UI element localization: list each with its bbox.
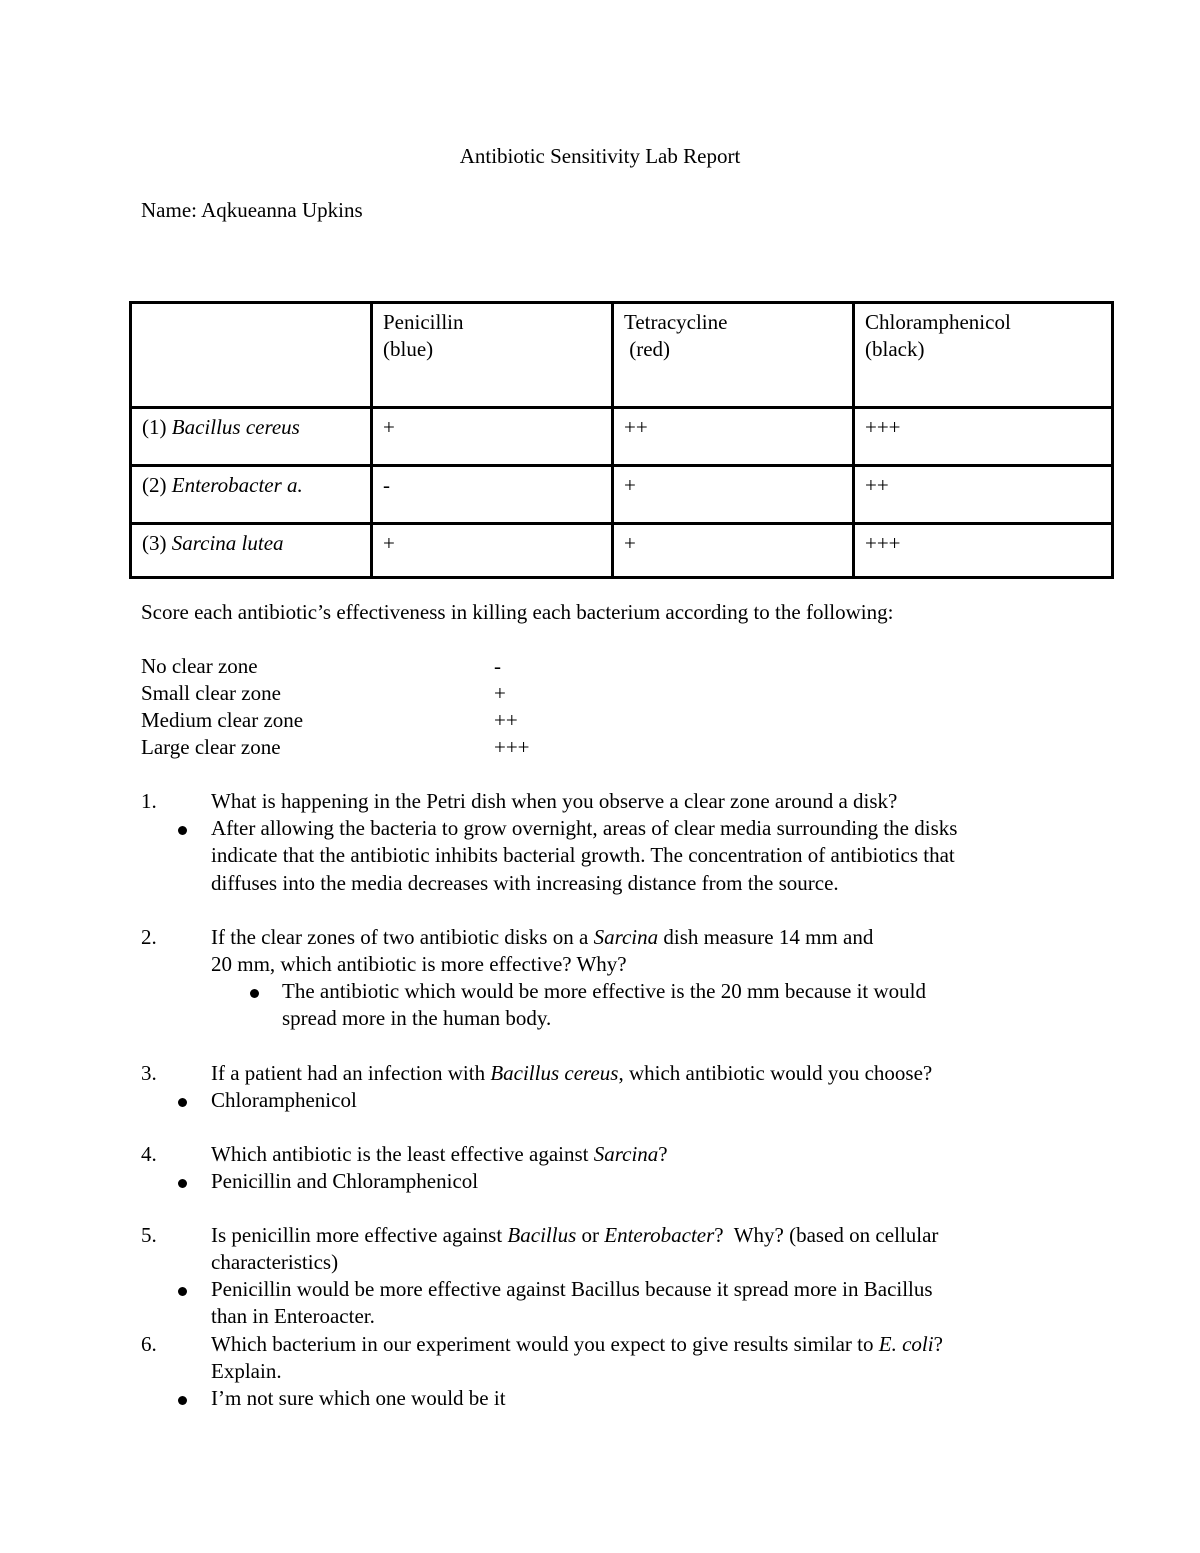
question-text bbox=[211, 1141, 668, 1168]
legend-symbol: ++ bbox=[494, 708, 518, 732]
legend-symbol: + bbox=[494, 681, 506, 705]
answer-text: than in Enteroacter. bbox=[211, 1304, 375, 1328]
organism-name: Bacillus cereus bbox=[171, 415, 300, 439]
answer-text: Penicillin and Chloramphenicol bbox=[211, 1169, 479, 1193]
legend-label: Small clear zone bbox=[141, 681, 281, 705]
bullet-icon bbox=[178, 815, 187, 842]
organism-name: Sarcina bbox=[593, 1142, 659, 1166]
result-cell: - bbox=[372, 466, 613, 524]
question-fragment: , which antibiotic would you choose? bbox=[618, 1061, 933, 1085]
question-fragment: Which bacterium in our experiment would you expect to give results similar to bbox=[211, 1332, 879, 1356]
row-number: (3) bbox=[142, 531, 172, 555]
header-cell-penicillin bbox=[372, 303, 613, 408]
answer-text: Chloramphenicol bbox=[211, 1088, 357, 1112]
organism-name: Sarcina bbox=[593, 925, 659, 949]
organism-name: Bacillus cereus bbox=[490, 1061, 619, 1085]
result-cell: + bbox=[613, 524, 854, 578]
table-header-row bbox=[131, 303, 1113, 408]
question-text bbox=[211, 1060, 932, 1087]
question-text: Explain. bbox=[211, 1359, 282, 1383]
answer-text: After allowing the bacteria to grow overnight, areas of clear media surrounding the disks bbox=[211, 816, 958, 840]
question-text: characteristics) bbox=[211, 1250, 339, 1274]
student-name: Name: Aqkueanna Upkins bbox=[141, 198, 363, 222]
header-label: Tetracycline bbox=[624, 310, 728, 334]
result-cell: ++ bbox=[613, 408, 854, 466]
question-text bbox=[211, 1331, 943, 1358]
answer-text: I’m not sure which one would be it bbox=[211, 1386, 506, 1410]
bullet-icon bbox=[178, 1087, 187, 1114]
results-table bbox=[129, 301, 1114, 579]
bullet-icon bbox=[178, 1168, 187, 1195]
answer-text: spread more in the human body. bbox=[282, 1006, 552, 1030]
result-cell: + bbox=[613, 466, 854, 524]
question-fragment: ? bbox=[933, 1332, 943, 1356]
question-number: 5. bbox=[141, 1223, 157, 1247]
question-number: 3. bbox=[141, 1061, 157, 1085]
organism-name: Sarcina lutea bbox=[171, 531, 284, 555]
question-number: 1. bbox=[141, 789, 157, 813]
question-text bbox=[211, 924, 873, 951]
table-row bbox=[131, 524, 1113, 578]
legend-label: No clear zone bbox=[141, 654, 258, 678]
question-text: What is happening in the Petri dish when you observe a clear zone around a disk? bbox=[211, 789, 898, 813]
answer-text: diffuses into the media decreases with increasing distance from the source. bbox=[211, 871, 839, 895]
header-color: (black) bbox=[865, 337, 925, 361]
organism-name: Enterobacter bbox=[604, 1223, 715, 1247]
answer-text: The antibiotic which would be more effective is the 20 mm because it would bbox=[282, 979, 927, 1003]
answer-text: Penicillin would be more effective against Bacillus because it spread more in Bacillus bbox=[211, 1277, 933, 1301]
header-color: (red) bbox=[624, 337, 671, 361]
row-number: (2) bbox=[142, 473, 172, 497]
organism-cell bbox=[131, 466, 372, 524]
header-label: Chloramphenicol bbox=[865, 310, 1011, 334]
organism-cell bbox=[131, 524, 372, 578]
bullet-icon bbox=[178, 1276, 187, 1303]
question-fragment: Which antibiotic is the least effective against bbox=[211, 1142, 594, 1166]
document-title: Antibiotic Sensitivity Lab Report bbox=[459, 144, 741, 168]
header-cell-chloramphenicol bbox=[854, 303, 1113, 408]
question-fragment: If the clear zones of two antibiotic disks on a bbox=[211, 925, 594, 949]
result-cell: + bbox=[372, 408, 613, 466]
result-cell: +++ bbox=[854, 524, 1113, 578]
answer-text: indicate that the antibiotic inhibits bacterial growth. The concentration of antibiotics that bbox=[211, 843, 955, 867]
question-number: 2. bbox=[141, 925, 157, 949]
question-fragment: or bbox=[576, 1223, 605, 1247]
legend-label: Large clear zone bbox=[141, 735, 281, 759]
header-label: Penicillin bbox=[383, 310, 464, 334]
question-fragment: ? bbox=[658, 1142, 668, 1166]
question-number: 4. bbox=[141, 1142, 157, 1166]
legend-symbol: - bbox=[494, 654, 501, 678]
organism-cell bbox=[131, 408, 372, 466]
result-cell: ++ bbox=[854, 466, 1113, 524]
score-instructions: Score each antibiotic’s effectiveness in killing each bacterium according to the following: bbox=[141, 600, 894, 624]
result-cell: + bbox=[372, 524, 613, 578]
question-text: 20 mm, which antibiotic is more effective? Why? bbox=[211, 952, 627, 976]
bullet-icon bbox=[250, 978, 259, 1005]
header-cell-tetracycline bbox=[613, 303, 854, 408]
question-fragment: Is penicillin more effective against bbox=[211, 1223, 508, 1247]
question-text bbox=[211, 1222, 938, 1249]
organism-name: E. coli bbox=[878, 1332, 934, 1356]
organism-name: Bacillus bbox=[507, 1223, 577, 1247]
legend-symbol: +++ bbox=[494, 735, 530, 759]
organism-name: Enterobacter a. bbox=[171, 473, 303, 497]
question-fragment: If a patient had an infection with bbox=[211, 1061, 491, 1085]
bullet-icon bbox=[178, 1385, 187, 1412]
header-cell-empty bbox=[131, 303, 372, 408]
table-row bbox=[131, 408, 1113, 466]
question-fragment: ? Why? (based on cellular bbox=[714, 1223, 939, 1247]
result-cell: +++ bbox=[854, 408, 1113, 466]
table-row bbox=[131, 466, 1113, 524]
row-number: (1) bbox=[142, 415, 172, 439]
legend-label: Medium clear zone bbox=[141, 708, 304, 732]
header-color: (blue) bbox=[383, 337, 434, 361]
question-fragment: dish measure 14 mm and bbox=[658, 925, 874, 949]
question-number: 6. bbox=[141, 1332, 157, 1356]
